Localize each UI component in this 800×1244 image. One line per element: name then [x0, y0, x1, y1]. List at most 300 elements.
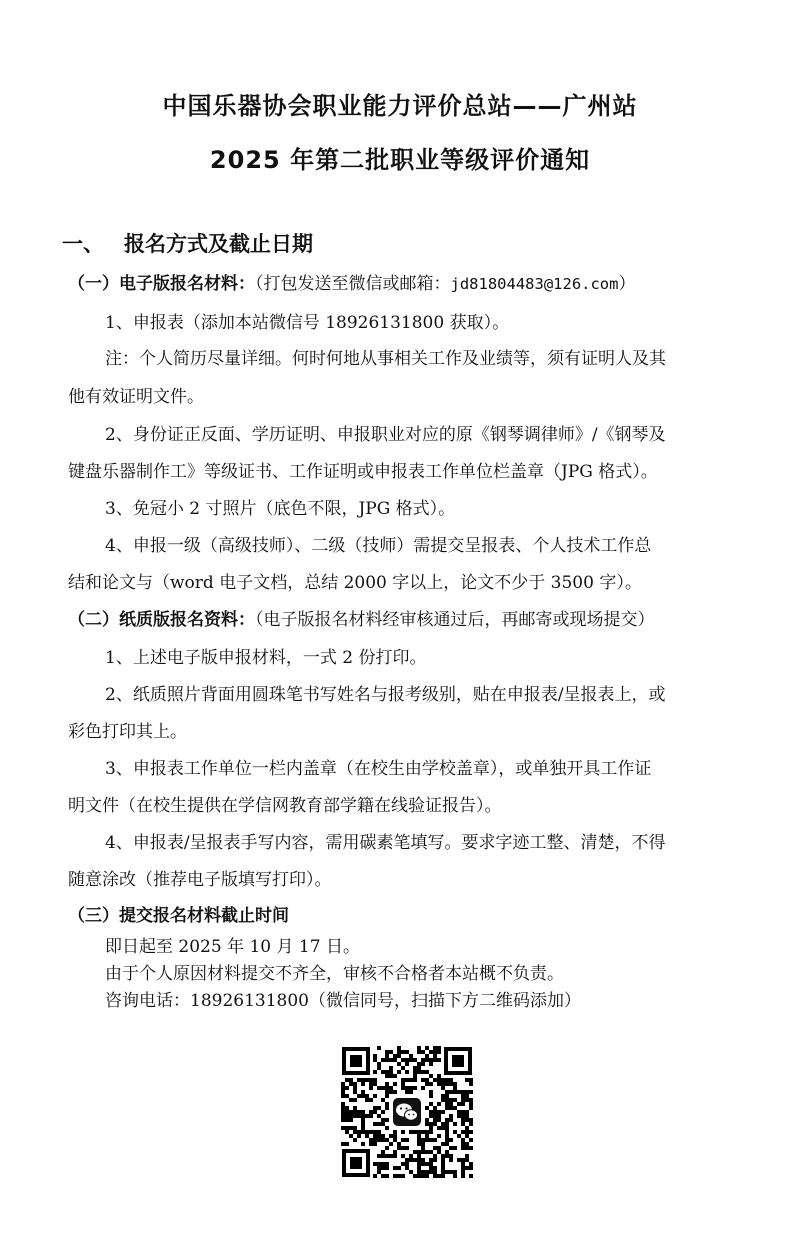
qr-module: [349, 1082, 353, 1086]
qr-module: [469, 1166, 473, 1170]
qr-module: [401, 1174, 405, 1178]
qr-module: [341, 1102, 345, 1106]
qr-module: [413, 1150, 417, 1154]
qr-module: [417, 1154, 421, 1158]
wechat-logo-icon: [391, 1096, 423, 1128]
qr-module: [373, 1070, 377, 1074]
qr-module: [465, 1166, 469, 1170]
part2-item-4-line-1: 4、申报表/呈报表手写内容，需用碳素笔填写。要求字迹工整、清楚，不得: [105, 833, 666, 853]
qr-module: [405, 1158, 409, 1162]
qr-module: [421, 1146, 425, 1150]
qr-module: [357, 1110, 361, 1114]
qr-module: [381, 1162, 385, 1166]
qr-module: [417, 1130, 421, 1134]
qr-module: [433, 1050, 437, 1054]
qr-module: [405, 1166, 409, 1170]
qr-module: [385, 1118, 389, 1122]
part1-item-4-line-2: 结和论文与（word 电子文档，总结 2000 字以上，论文不少于 3500 字）。: [68, 573, 642, 593]
qr-module: [405, 1086, 409, 1090]
qr-module: [361, 1094, 365, 1098]
qr-module: [405, 1146, 409, 1150]
qr-module: [441, 1154, 445, 1158]
qr-module: [413, 1086, 417, 1090]
qr-module: [361, 1142, 365, 1146]
qr-module: [453, 1122, 457, 1126]
qr-module: [369, 1078, 373, 1082]
qr-module: [469, 1146, 473, 1150]
qr-module: [385, 1102, 389, 1106]
part1-note-line-1: 注：个人简历尽量详细。何时何地从事相关工作及业绩等，须有证明人及其: [105, 349, 666, 369]
qr-module: [433, 1078, 437, 1082]
qr-module: [421, 1086, 425, 1090]
qr-module: [349, 1118, 353, 1122]
qr-module: [369, 1086, 373, 1090]
qr-module: [437, 1126, 441, 1130]
qr-module: [469, 1106, 473, 1110]
qr-module: [465, 1154, 469, 1158]
qr-module: [397, 1070, 401, 1074]
qr-module: [417, 1070, 421, 1074]
qr-module: [425, 1150, 429, 1154]
part1-note-suffix: ）: [618, 274, 636, 294]
qr-module: [401, 1058, 405, 1062]
qr-module: [429, 1122, 433, 1126]
qr-module: [437, 1050, 441, 1054]
qr-module: [413, 1078, 417, 1082]
qr-module: [409, 1170, 413, 1174]
qr-module: [377, 1166, 381, 1170]
qr-module: [385, 1082, 389, 1086]
qr-module: [389, 1154, 393, 1158]
qr-module: [469, 1078, 473, 1082]
qr-module: [421, 1058, 425, 1062]
qr-module: [445, 1126, 449, 1130]
qr-module: [421, 1150, 425, 1154]
qr-module: [365, 1134, 369, 1138]
qr-module: [409, 1054, 413, 1058]
wechat-qr-code-icon: [340, 1045, 474, 1179]
qr-module: [469, 1138, 473, 1142]
qr-module: [417, 1046, 421, 1050]
contact-email: jd81804483@126.com: [450, 275, 619, 293]
qr-module: [345, 1078, 349, 1082]
qr-module: [413, 1158, 417, 1162]
qr-module: [393, 1074, 397, 1078]
qr-finder-top-right: [444, 1047, 472, 1075]
qr-module: [453, 1098, 457, 1102]
qr-module: [445, 1098, 449, 1102]
qr-module: [341, 1118, 345, 1122]
qr-module: [421, 1062, 425, 1066]
qr-module: [381, 1166, 385, 1170]
qr-module: [361, 1078, 365, 1082]
qr-module: [393, 1166, 397, 1170]
qr-module: [389, 1090, 393, 1094]
part2-item-4-line-2: 随意涂改（推荐电子版填写打印）。: [68, 870, 332, 890]
qr-module: [445, 1106, 449, 1110]
qr-module: [449, 1098, 453, 1102]
qr-module: [389, 1050, 393, 1054]
qr-module: [385, 1050, 389, 1054]
qr-module: [441, 1162, 445, 1166]
qr-module: [421, 1174, 425, 1178]
qr-module: [429, 1102, 433, 1106]
qr-module: [341, 1082, 345, 1086]
part1-label: （一）电子版报名材料：: [68, 274, 255, 294]
qr-module: [421, 1170, 425, 1174]
qr-module: [461, 1158, 465, 1162]
qr-module: [429, 1130, 433, 1134]
part1-note-prefix: （打包发送至微信或邮箱：: [255, 274, 451, 294]
qr-module: [385, 1070, 389, 1074]
qr-module: [445, 1094, 449, 1098]
qr-module: [373, 1106, 377, 1110]
qr-module: [393, 1054, 397, 1058]
qr-module: [441, 1142, 445, 1146]
qr-module: [413, 1070, 417, 1074]
qr-module: [445, 1122, 449, 1126]
qr-module: [461, 1130, 465, 1134]
qr-module: [465, 1094, 469, 1098]
qr-module: [393, 1138, 397, 1142]
qr-module: [389, 1086, 393, 1090]
qr-module: [413, 1130, 417, 1134]
qr-module: [425, 1058, 429, 1062]
qr-module: [373, 1078, 377, 1082]
qr-module: [441, 1170, 445, 1174]
qr-module: [429, 1110, 433, 1114]
qr-module: [453, 1082, 457, 1086]
qr-module: [385, 1162, 389, 1166]
qr-module: [465, 1158, 469, 1162]
qr-module: [461, 1170, 465, 1174]
qr-module: [353, 1138, 357, 1142]
qr-module: [445, 1082, 449, 1086]
qr-module: [381, 1174, 385, 1178]
qr-module: [429, 1166, 433, 1170]
qr-module: [373, 1082, 377, 1086]
qr-module: [413, 1066, 417, 1070]
qr-module: [341, 1126, 345, 1130]
part2-item-2-line-1: 2、纸质照片背面用圆珠笔书写姓名与报考级别，贴在申报表/呈报表上，或: [105, 685, 666, 705]
part1-item-1: 1、申报表（添加本站微信号 18926131800 获取）。: [105, 313, 510, 333]
qr-module: [433, 1174, 437, 1178]
qr-finder-bottom-left: [342, 1149, 370, 1177]
qr-module: [393, 1134, 397, 1138]
qr-module: [433, 1158, 437, 1162]
qr-module: [461, 1166, 465, 1170]
qr-module: [469, 1122, 473, 1126]
qr-module: [441, 1082, 445, 1086]
qr-module: [357, 1134, 361, 1138]
qr-module: [373, 1138, 377, 1142]
part3-label: （三）提交报名材料截止时间: [68, 906, 289, 926]
qr-module: [405, 1078, 409, 1082]
qr-module: [437, 1102, 441, 1106]
qr-module: [429, 1074, 433, 1078]
qr-module: [449, 1170, 453, 1174]
qr-module: [349, 1098, 353, 1102]
qr-module: [385, 1074, 389, 1078]
qr-module: [405, 1162, 409, 1166]
qr-module: [449, 1114, 453, 1118]
qr-module: [349, 1126, 353, 1130]
qr-module: [373, 1058, 377, 1062]
qr-module: [469, 1102, 473, 1106]
qr-module: [377, 1162, 381, 1166]
qr-module: [425, 1118, 429, 1122]
qr-module: [361, 1126, 365, 1130]
qr-module: [417, 1158, 421, 1162]
qr-module: [393, 1058, 397, 1062]
qr-module: [449, 1102, 453, 1106]
qr-module: [381, 1086, 385, 1090]
qr-module: [421, 1142, 425, 1146]
qr-module: [353, 1086, 357, 1090]
qr-module: [421, 1078, 425, 1082]
qr-module: [385, 1054, 389, 1058]
qr-module: [409, 1058, 413, 1062]
qr-module: [397, 1142, 401, 1146]
qr-module: [361, 1082, 365, 1086]
qr-module: [417, 1170, 421, 1174]
qr-module: [465, 1126, 469, 1130]
qr-module: [397, 1062, 401, 1066]
qr-module: [453, 1106, 457, 1110]
qr-module: [405, 1070, 409, 1074]
qr-module: [381, 1122, 385, 1126]
qr-module: [361, 1122, 365, 1126]
qr-module: [429, 1162, 433, 1166]
qr-module: [345, 1110, 349, 1114]
qr-module: [389, 1066, 393, 1070]
qr-module: [445, 1142, 449, 1146]
qr-module: [441, 1078, 445, 1082]
qr-module: [437, 1078, 441, 1082]
qr-module: [461, 1094, 465, 1098]
qr-module: [389, 1070, 393, 1074]
qr-module: [409, 1130, 413, 1134]
qr-module: [453, 1174, 457, 1178]
qr-module: [341, 1094, 345, 1098]
qr-module: [385, 1126, 389, 1130]
qr-module: [437, 1150, 441, 1154]
qr-module: [461, 1142, 465, 1146]
qr-module: [437, 1146, 441, 1150]
qr-module: [377, 1086, 381, 1090]
qr-module: [393, 1090, 397, 1094]
qr-module: [393, 1150, 397, 1154]
qr-module: [417, 1150, 421, 1154]
qr-module: [381, 1138, 385, 1142]
qr-module: [393, 1154, 397, 1158]
qr-module: [445, 1118, 449, 1122]
qr-module: [409, 1090, 413, 1094]
qr-module: [353, 1114, 357, 1118]
qr-module: [361, 1118, 365, 1122]
qr-module: [445, 1138, 449, 1142]
qr-module: [417, 1174, 421, 1178]
section-number: 一、: [62, 232, 104, 256]
qr-module: [405, 1138, 409, 1142]
contact-phone-line: 咨询电话：18926131800（微信同号，扫描下方二维码添加）: [105, 991, 581, 1011]
qr-module: [433, 1118, 437, 1122]
qr-module: [405, 1062, 409, 1066]
qr-module: [441, 1166, 445, 1170]
qr-module: [421, 1070, 425, 1074]
qr-module: [453, 1086, 457, 1090]
qr-module: [385, 1154, 389, 1158]
qr-module: [373, 1134, 377, 1138]
qr-module: [457, 1090, 461, 1094]
qr-module: [385, 1090, 389, 1094]
qr-module: [417, 1166, 421, 1170]
qr-module: [429, 1114, 433, 1118]
qr-module: [377, 1066, 381, 1070]
part1-item-2-line-1: 2、身份证正反面、学历证明、申报职业对应的原《钢琴调律师》/《钢琴及: [105, 425, 666, 445]
qr-module: [397, 1054, 401, 1058]
qr-module: [449, 1090, 453, 1094]
qr-module: [437, 1114, 441, 1118]
qr-module: [357, 1078, 361, 1082]
qr-module: [409, 1158, 413, 1162]
qr-module: [433, 1146, 437, 1150]
qr-module: [425, 1134, 429, 1138]
qr-module: [341, 1110, 345, 1114]
qr-module: [465, 1098, 469, 1102]
qr-module: [401, 1050, 405, 1054]
qr-module: [369, 1098, 373, 1102]
part1-item-3: 3、免冠小 2 寸照片（底色不限，JPG 格式）。: [105, 499, 456, 519]
qr-module: [441, 1094, 445, 1098]
qr-module: [377, 1062, 381, 1066]
qr-module: [361, 1130, 365, 1134]
qr-module: [421, 1138, 425, 1142]
qr-module: [353, 1082, 357, 1086]
qr-module: [429, 1082, 433, 1086]
qr-module: [357, 1094, 361, 1098]
qr-module: [389, 1074, 393, 1078]
qr-module: [389, 1058, 393, 1062]
qr-module: [465, 1114, 469, 1118]
qr-module: [433, 1138, 437, 1142]
qr-module: [425, 1174, 429, 1178]
qr-module: [441, 1098, 445, 1102]
qr-module: [425, 1130, 429, 1134]
qr-module: [373, 1094, 377, 1098]
qr-module: [441, 1158, 445, 1162]
qr-module: [397, 1050, 401, 1054]
qr-module: [385, 1094, 389, 1098]
qr-module: [453, 1170, 457, 1174]
qr-module: [437, 1110, 441, 1114]
qr-module: [369, 1130, 373, 1134]
qr-module: [429, 1050, 433, 1054]
qr-module: [465, 1110, 469, 1114]
qr-module: [437, 1082, 441, 1086]
qr-module: [457, 1134, 461, 1138]
qr-module: [341, 1114, 345, 1118]
qr-module: [469, 1082, 473, 1086]
qr-module: [453, 1146, 457, 1150]
qr-module: [461, 1162, 465, 1166]
qr-module: [417, 1050, 421, 1054]
qr-module: [401, 1078, 405, 1082]
qr-module: [429, 1158, 433, 1162]
qr-module: [377, 1114, 381, 1118]
qr-module: [461, 1122, 465, 1126]
qr-module: [461, 1114, 465, 1118]
qr-module: [369, 1114, 373, 1118]
qr-module: [397, 1146, 401, 1150]
qr-module: [425, 1138, 429, 1142]
qr-module: [413, 1074, 417, 1078]
qr-module: [345, 1106, 349, 1110]
qr-module: [421, 1162, 425, 1166]
qr-module: [433, 1122, 437, 1126]
qr-module: [361, 1110, 365, 1114]
qr-module: [397, 1166, 401, 1170]
qr-module: [449, 1154, 453, 1158]
qr-module: [405, 1090, 409, 1094]
qr-module: [437, 1046, 441, 1050]
qr-module: [353, 1098, 357, 1102]
qr-module: [429, 1150, 433, 1154]
qr-module: [345, 1118, 349, 1122]
qr-module: [413, 1058, 417, 1062]
qr-module: [425, 1170, 429, 1174]
qr-module: [461, 1146, 465, 1150]
qr-module: [377, 1106, 381, 1110]
qr-module: [381, 1098, 385, 1102]
qr-module: [357, 1114, 361, 1118]
qr-module: [433, 1166, 437, 1170]
qr-module: [373, 1130, 377, 1134]
qr-module: [417, 1138, 421, 1142]
qr-module: [461, 1102, 465, 1106]
qr-module: [401, 1146, 405, 1150]
qr-module: [369, 1110, 373, 1114]
qr-module: [433, 1114, 437, 1118]
qr-module: [417, 1062, 421, 1066]
qr-module: [385, 1138, 389, 1142]
qr-module: [429, 1090, 433, 1094]
qr-module: [401, 1066, 405, 1070]
qr-module: [345, 1142, 349, 1146]
qr-module: [421, 1050, 425, 1054]
qr-module: [437, 1134, 441, 1138]
qr-module: [449, 1118, 453, 1122]
qr-module: [365, 1130, 369, 1134]
qr-module: [433, 1170, 437, 1174]
qr-module: [433, 1110, 437, 1114]
qr-module: [429, 1170, 433, 1174]
qr-module: [465, 1130, 469, 1134]
qr-module: [417, 1134, 421, 1138]
qr-module: [445, 1090, 449, 1094]
qr-module: [433, 1058, 437, 1062]
qr-module: [401, 1154, 405, 1158]
qr-module: [453, 1090, 457, 1094]
part1-note-line-2: 他有效证明文件。: [68, 387, 204, 407]
part2-item-1: 1、上述电子版申报材料，一式 2 份打印。: [105, 648, 427, 668]
qr-module: [365, 1098, 369, 1102]
qr-module: [377, 1046, 381, 1050]
qr-module: [385, 1166, 389, 1170]
qr-module: [381, 1058, 385, 1062]
qr-module: [345, 1086, 349, 1090]
qr-module: [345, 1126, 349, 1130]
